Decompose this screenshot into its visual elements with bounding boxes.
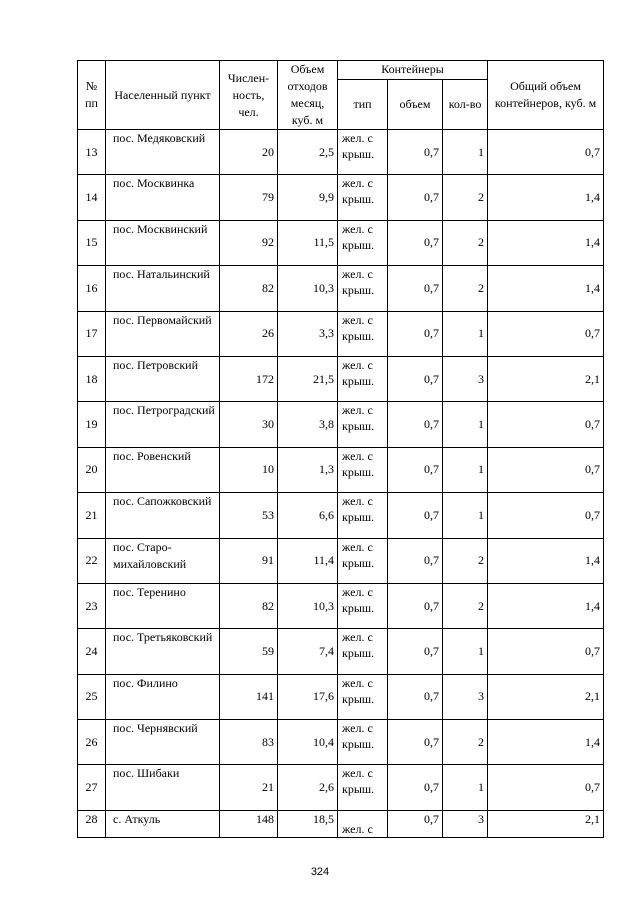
row-settlement: пос. Теренино: [106, 583, 220, 628]
table-row: [78, 356, 604, 401]
containers-table: [77, 60, 604, 838]
table-row: [78, 402, 604, 447]
row-num: 25: [78, 674, 106, 719]
table-row: [78, 720, 604, 765]
table-row: [78, 583, 604, 628]
row-container-type: жел. с крыш.: [338, 583, 388, 628]
row-container-count: 2: [443, 266, 488, 311]
table-row: [78, 765, 604, 810]
row-num: 18: [78, 356, 106, 401]
row-settlement: пос. Старо-михайловский: [106, 538, 220, 583]
row-container-count: 2: [443, 538, 488, 583]
row-population: 79: [220, 175, 278, 220]
row-settlement: пос. Первомайский: [106, 311, 220, 356]
row-settlement: пос. Медяковский: [106, 130, 220, 175]
row-num: 15: [78, 220, 106, 265]
row-container-volume: 0,7: [388, 175, 443, 220]
row-population: 83: [220, 720, 278, 765]
row-container-type: жел. с крыш.: [338, 674, 388, 719]
row-settlement: пос. Третьяковский: [106, 629, 220, 674]
row-waste-volume: 11,5: [278, 220, 338, 265]
row-population: 21: [220, 765, 278, 810]
row-total-volume: 1,4: [488, 583, 604, 628]
row-settlement: пос. Ровенский: [106, 447, 220, 492]
row-population: 148: [220, 810, 278, 837]
row-total-volume: 1,4: [488, 175, 604, 220]
row-waste-volume: 11,4: [278, 538, 338, 583]
row-container-volume: 0,7: [388, 356, 443, 401]
row-container-volume: 0,7: [388, 402, 443, 447]
header-num: № пп: [78, 61, 106, 130]
header-waste-volume: Объем отходов месяц, куб. м: [278, 61, 338, 130]
row-num: 26: [78, 720, 106, 765]
row-total-volume: 1,4: [488, 538, 604, 583]
row-container-volume: 0,7: [388, 674, 443, 719]
row-container-volume: 0,7: [388, 720, 443, 765]
page-number: 324: [310, 866, 330, 878]
row-population: 20: [220, 130, 278, 175]
row-total-volume: 0,7: [488, 311, 604, 356]
row-num: 14: [78, 175, 106, 220]
row-container-count: 2: [443, 175, 488, 220]
table-row: [78, 674, 604, 719]
row-container-volume: 0,7: [388, 311, 443, 356]
row-total-volume: 2,1: [488, 674, 604, 719]
row-waste-volume: 2,5: [278, 130, 338, 175]
row-settlement: пос. Москвинка: [106, 175, 220, 220]
row-container-type: жел. с крыш.: [338, 493, 388, 538]
row-container-count: 1: [443, 629, 488, 674]
row-population: 53: [220, 493, 278, 538]
row-container-count: 1: [443, 402, 488, 447]
row-waste-volume: 3,3: [278, 311, 338, 356]
row-waste-volume: 2,6: [278, 765, 338, 810]
row-waste-volume: 3,8: [278, 402, 338, 447]
row-waste-volume: 10,3: [278, 266, 338, 311]
row-num: 17: [78, 311, 106, 356]
row-container-type: жел. с крыш.: [338, 538, 388, 583]
row-num: 21: [78, 493, 106, 538]
table-row: [78, 629, 604, 674]
row-waste-volume: 10,3: [278, 583, 338, 628]
row-container-count: 1: [443, 447, 488, 492]
table-header: [78, 61, 604, 130]
row-total-volume: 0,7: [488, 130, 604, 175]
row-container-count: 1: [443, 311, 488, 356]
row-container-type: жел. с крыш.: [338, 402, 388, 447]
row-container-volume: 0,7: [388, 538, 443, 583]
row-population: 82: [220, 266, 278, 311]
row-settlement: пос. Чернявский: [106, 720, 220, 765]
row-waste-volume: 10,4: [278, 720, 338, 765]
row-container-volume: 0,7: [388, 130, 443, 175]
row-total-volume: 2,1: [488, 810, 604, 837]
row-total-volume: 0,7: [488, 493, 604, 538]
row-container-type: жел. с крыш.: [338, 720, 388, 765]
row-container-volume: 0,7: [388, 220, 443, 265]
table-row: [78, 311, 604, 356]
row-settlement: с. Аткуль: [106, 810, 220, 837]
row-settlement: пос. Петровский: [106, 356, 220, 401]
row-population: 91: [220, 538, 278, 583]
row-container-type: жел. с крыш.: [338, 447, 388, 492]
row-waste-volume: 18,5: [278, 810, 338, 837]
row-container-count: 1: [443, 765, 488, 810]
row-population: 82: [220, 583, 278, 628]
row-waste-volume: 9,9: [278, 175, 338, 220]
row-population: 30: [220, 402, 278, 447]
row-container-count: 2: [443, 220, 488, 265]
header-total-volume: Общий объем контейнеров, куб. м: [488, 61, 604, 130]
row-container-type: жел. с крыш.: [338, 629, 388, 674]
row-settlement: пос. Филино: [106, 674, 220, 719]
row-total-volume: 0,7: [488, 447, 604, 492]
row-container-count: 2: [443, 583, 488, 628]
row-num: 19: [78, 402, 106, 447]
row-container-type: жел. с крыш.: [338, 220, 388, 265]
header-volume: объем: [388, 79, 443, 129]
row-container-type: жел. с крыш.: [338, 311, 388, 356]
row-container-volume: 0,7: [388, 765, 443, 810]
row-container-volume: 0,7: [388, 629, 443, 674]
row-waste-volume: 17,6: [278, 674, 338, 719]
row-total-volume: 0,7: [488, 629, 604, 674]
row-total-volume: 1,4: [488, 266, 604, 311]
row-container-count: 3: [443, 356, 488, 401]
row-waste-volume: 21,5: [278, 356, 338, 401]
row-num: 27: [78, 765, 106, 810]
row-settlement: пос. Москвинский: [106, 220, 220, 265]
header-count: кол-во: [443, 79, 488, 129]
row-container-type: жел. с: [338, 810, 388, 837]
row-container-type: жел. с крыш.: [338, 266, 388, 311]
table-row: [78, 447, 604, 492]
row-num: 20: [78, 447, 106, 492]
header-settlement: Населенный пункт: [106, 61, 220, 130]
row-waste-volume: 1,3: [278, 447, 338, 492]
row-num: 24: [78, 629, 106, 674]
row-container-count: 2: [443, 720, 488, 765]
row-population: 141: [220, 674, 278, 719]
row-population: 26: [220, 311, 278, 356]
table-body: [78, 130, 604, 838]
table-row: [78, 266, 604, 311]
row-container-count: 1: [443, 130, 488, 175]
header-type: тип: [338, 79, 388, 129]
row-num: 16: [78, 266, 106, 311]
row-waste-volume: 7,4: [278, 629, 338, 674]
row-container-type: жел. с крыш.: [338, 130, 388, 175]
row-settlement: пос. Петроградский: [106, 402, 220, 447]
row-num: 13: [78, 130, 106, 175]
row-population: 172: [220, 356, 278, 401]
row-waste-volume: 6,6: [278, 493, 338, 538]
row-container-volume: 0,7: [388, 583, 443, 628]
table-row: [78, 493, 604, 538]
row-population: 10: [220, 447, 278, 492]
row-total-volume: 2,1: [488, 356, 604, 401]
row-container-count: 1: [443, 493, 488, 538]
table-row: [78, 220, 604, 265]
row-population: 59: [220, 629, 278, 674]
row-container-volume: 0,7: [388, 266, 443, 311]
row-container-type: жел. с крыш.: [338, 175, 388, 220]
row-num: 23: [78, 583, 106, 628]
header-population: Числен-ность, чел.: [220, 61, 278, 130]
row-container-type: жел. с крыш.: [338, 356, 388, 401]
table-row: [78, 175, 604, 220]
row-num: 28: [78, 810, 106, 837]
table-row: [78, 538, 604, 583]
row-container-type: жел. с крыш.: [338, 765, 388, 810]
row-num: 22: [78, 538, 106, 583]
row-container-volume: 0,7: [388, 447, 443, 492]
table-row: [78, 130, 604, 175]
row-total-volume: 0,7: [488, 765, 604, 810]
row-settlement: пос. Шибаки: [106, 765, 220, 810]
row-container-count: 3: [443, 674, 488, 719]
row-container-volume: 0,7: [388, 493, 443, 538]
row-container-count: 3: [443, 810, 488, 837]
row-total-volume: 1,4: [488, 220, 604, 265]
header-containers: Контейнеры: [338, 61, 488, 80]
row-container-volume: 0,7: [388, 810, 443, 837]
row-total-volume: 1,4: [488, 720, 604, 765]
row-settlement: пос. Натальинский: [106, 266, 220, 311]
row-settlement: пос. Сапожковский: [106, 493, 220, 538]
table-row: [78, 810, 604, 837]
row-total-volume: 0,7: [488, 402, 604, 447]
row-population: 92: [220, 220, 278, 265]
